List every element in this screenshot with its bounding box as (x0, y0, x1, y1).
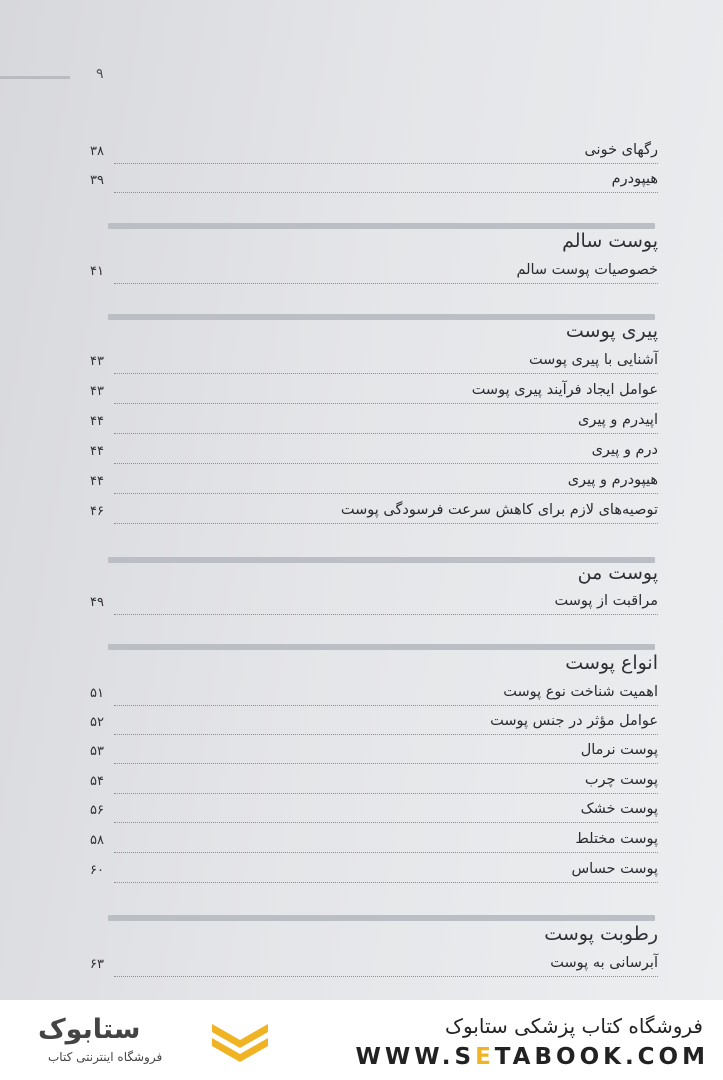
entry-page: ۴۳ (90, 384, 104, 399)
dot-leader (114, 283, 658, 284)
toc-entry (90, 442, 658, 466)
entry-title: آبرسانی به پوست (550, 955, 658, 971)
entry-title: عوامل ایجاد فرآیند پیری پوست (471, 382, 658, 398)
section-rule (108, 915, 655, 921)
toc-entry (90, 262, 658, 286)
dot-leader (114, 705, 658, 706)
shop-name: فروشگاه کتاب پزشکی ستابوک (445, 1014, 703, 1038)
toc-entry (90, 831, 658, 855)
section-rule (108, 223, 655, 229)
section-heading: پوست سالم (562, 230, 658, 252)
header-rule (0, 76, 70, 79)
entry-title: پوست خشک (580, 801, 658, 817)
toc-entry (90, 772, 658, 796)
dot-leader (114, 163, 658, 164)
entry-title: رگهای خونی (584, 142, 658, 158)
entry-page: ۴۴ (90, 444, 104, 459)
toc-entry (90, 412, 658, 436)
dot-leader (114, 882, 658, 883)
logo-wordmark: ستابوک (38, 1014, 141, 1045)
entry-title: اهمیت شناخت نوع پوست (503, 684, 658, 700)
toc-entry (90, 352, 658, 376)
entry-page: ۵۲ (90, 715, 104, 730)
entry-title: پوست چرب (584, 772, 658, 788)
entry-page: ۴۴ (90, 474, 104, 489)
dot-leader (114, 463, 658, 464)
dot-leader (114, 852, 658, 853)
entry-page: ۶۰ (90, 863, 104, 878)
entry-page: ۵۶ (90, 803, 104, 818)
url-part: WWW.S (355, 1044, 476, 1070)
toc-entry (90, 861, 658, 885)
entry-page: ۵۱ (90, 686, 104, 701)
toc-entry (90, 801, 658, 825)
entry-title: خصوصیات پوست سالم (516, 262, 658, 278)
toc-entry (90, 684, 658, 708)
dot-leader (114, 192, 658, 193)
dot-leader (114, 523, 658, 524)
dot-leader (114, 614, 658, 615)
url-accent-letter: E (475, 1044, 495, 1070)
website-url[interactable] (356, 1044, 709, 1070)
entry-title: پوست نرمال (580, 742, 658, 758)
entry-title: پوست حساس (571, 861, 658, 877)
entry-page: ۴۳ (90, 354, 104, 369)
dot-leader (114, 373, 658, 374)
entry-page: ۴۹ (90, 595, 104, 610)
toc-entry (90, 142, 658, 166)
toc-entry (90, 593, 658, 617)
section-heading: پوست من (577, 562, 658, 584)
toc-entry (90, 382, 658, 406)
logo-chevron-icon (208, 1018, 272, 1068)
entry-title: مراقبت از پوست (554, 593, 658, 609)
toc-entry (90, 742, 658, 766)
setabook-logo[interactable] (30, 1014, 280, 1070)
section-rule (108, 644, 655, 650)
url-part: TABOOK.COM (494, 1044, 709, 1070)
section-heading: انواع پوست (565, 652, 658, 674)
section-heading: رطوبت پوست (544, 923, 658, 945)
dot-leader (114, 763, 658, 764)
entry-page: ۵۳ (90, 744, 104, 759)
entry-title: پوست مختلط (575, 831, 658, 847)
entry-title: هیپودرم (611, 171, 658, 187)
entry-title: آشنایی با پیری پوست (528, 352, 658, 368)
dot-leader (114, 976, 658, 977)
dot-leader (114, 493, 658, 494)
toc-entry (90, 713, 658, 737)
entry-title: توصیه‌های لازم برای کاهش سرعت فرسودگی پوست (340, 502, 658, 518)
entry-page: ۳۸ (90, 144, 104, 159)
dot-leader (114, 734, 658, 735)
entry-page: ۴۶ (90, 504, 104, 519)
entry-page: ۵۸ (90, 833, 104, 848)
entry-page: ۴۴ (90, 414, 104, 429)
entry-page: ۶۳ (90, 957, 104, 972)
toc-entry (90, 502, 658, 526)
toc-entry (90, 955, 658, 979)
page-number: ۹ (96, 66, 104, 82)
entry-title: هیپودرم و پیری (567, 472, 658, 488)
dot-leader (114, 403, 658, 404)
store-banner (0, 1000, 723, 1080)
entry-page: ۵۴ (90, 774, 104, 789)
entry-title: عوامل مؤثر در جنس پوست (490, 713, 658, 729)
logo-tagline: فروشگاه اینترنتی کتاب (48, 1050, 163, 1064)
toc-entry (90, 472, 658, 496)
section-rule (108, 557, 655, 563)
dot-leader (114, 822, 658, 823)
entry-title: درم و پیری (591, 442, 658, 458)
section-heading: پیری پوست (565, 320, 658, 342)
dot-leader (114, 793, 658, 794)
entry-title: اپیدرم و پیری (577, 412, 658, 428)
entry-page: ۴۱ (90, 264, 104, 279)
dot-leader (114, 433, 658, 434)
entry-page: ۳۹ (90, 173, 104, 188)
toc-entry (90, 171, 658, 195)
